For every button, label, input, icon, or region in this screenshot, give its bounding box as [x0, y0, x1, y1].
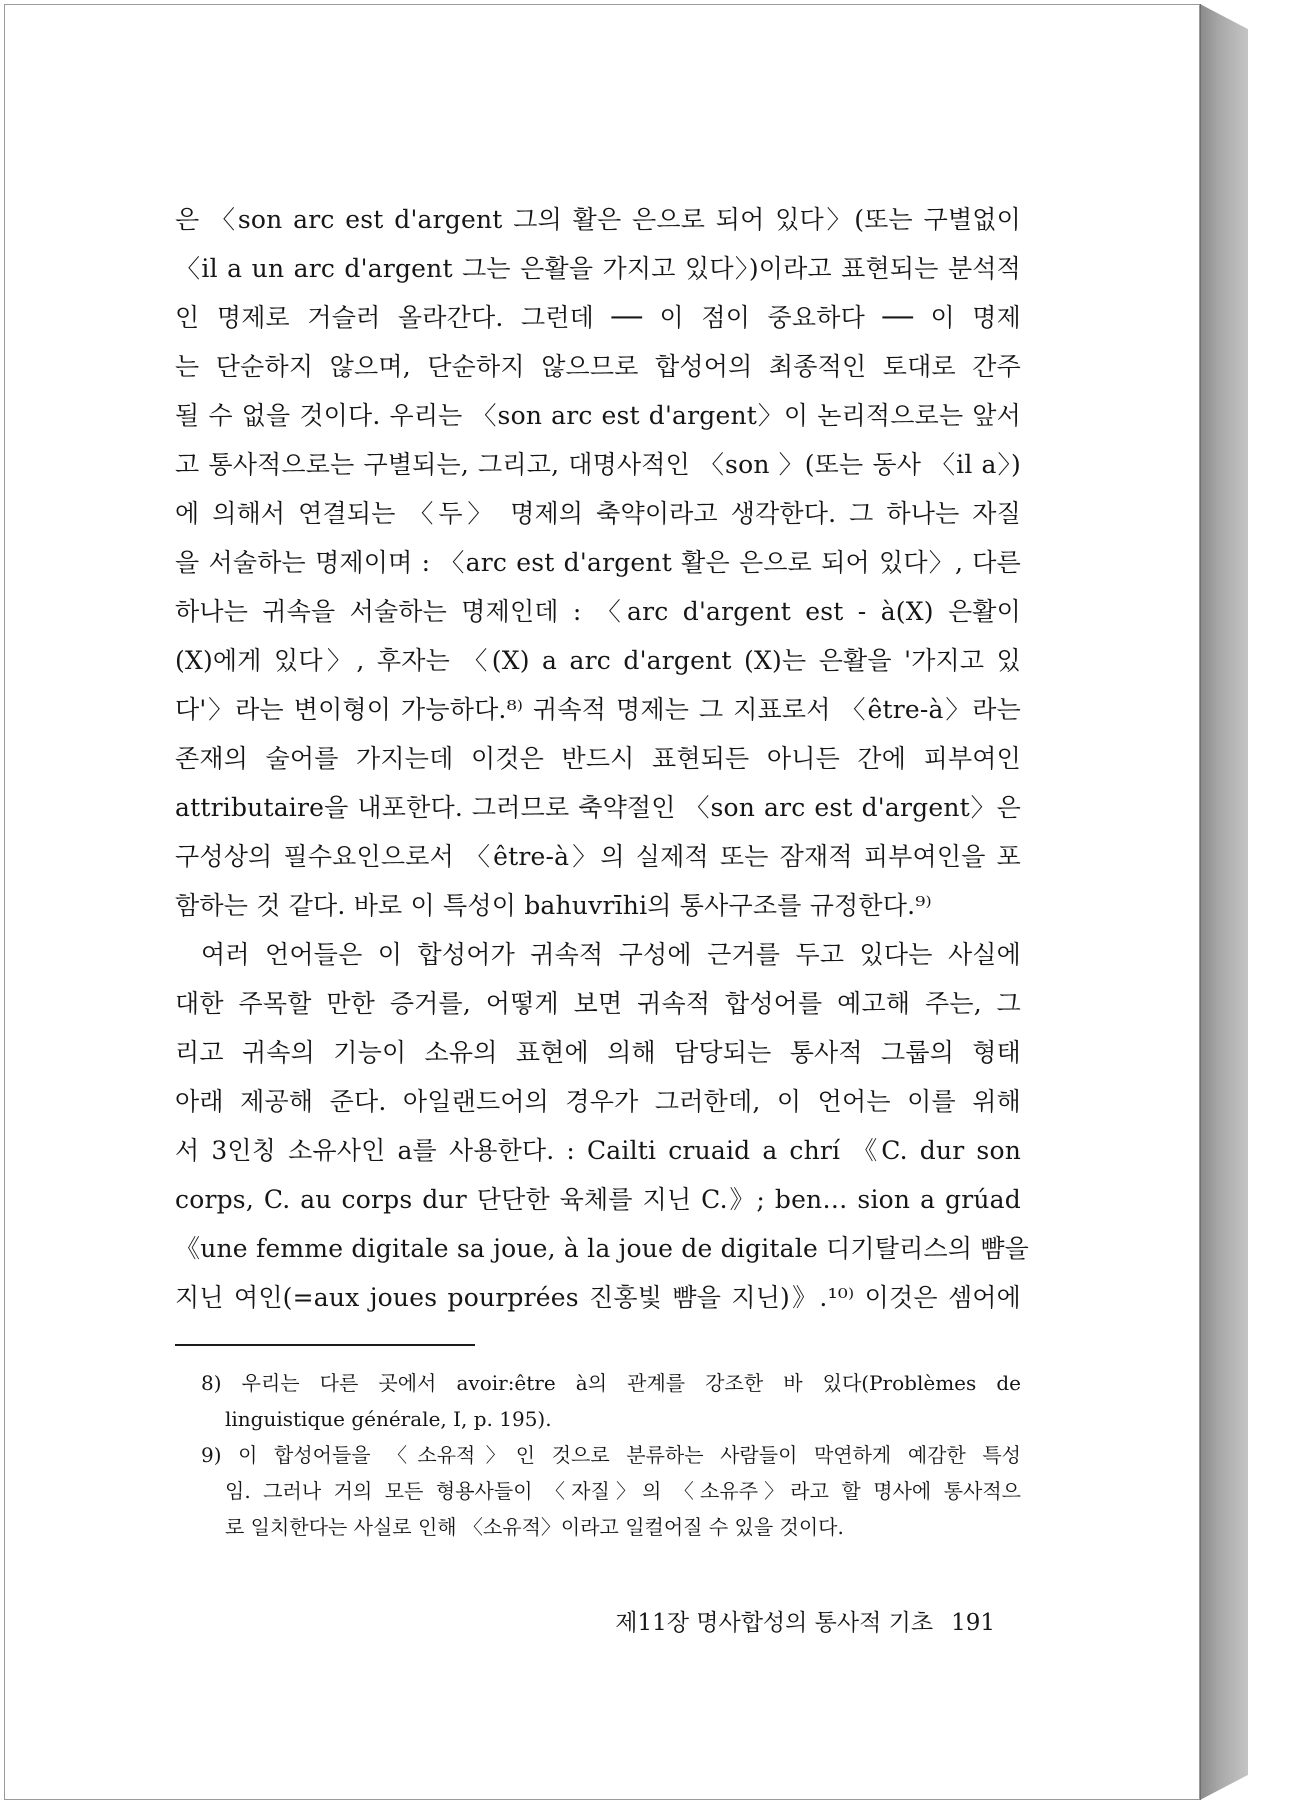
body-text — [175, 195, 1030, 1322]
footnote-line: linguistique générale, I, p. 195). — [225, 1407, 552, 1431]
footnote-8 — [201, 1365, 1021, 1437]
body-line: 존재의 술어를 가지는데 이것은 반드시 표현되든 아니든 간에 피부여인 — [175, 744, 1021, 773]
paragraph-start-line: 여러 언어들은 이 합성어가 귀속적 구성에 근거를 두고 있다는 사실에 — [201, 940, 1021, 969]
running-footer — [545, 1605, 995, 1641]
body-line: 《une femme digitale sa joue, à la joue de digitale 디기탈리스의 뺨을 — [175, 1234, 1030, 1263]
body-line: 인 명제로 거슬러 올라간다. 그런데 ── 이 점이 중요하다 ── 이 명제 — [175, 303, 1021, 332]
body-line: 은 〈son arc est d'argent 그의 활은 은으로 되어 있다〉(또는 구별없이 — [175, 205, 1021, 234]
body-line: corps, C. au corps dur 단단한 육체를 지닌 C.》; ben… sion a grúad — [175, 1185, 1021, 1214]
body-line: 지닌 여인(=aux joues pourprées 진홍빛 뺨을 지닌)》.¹⁰⁾ 이것은 셈어에 — [175, 1283, 1021, 1312]
body-line: 될 수 없을 것이다. 우리는 〈son arc est d'argent〉이 논리적으로는 앞서 — [175, 401, 1021, 430]
body-line: 서 3인칭 소유사인 a를 사용한다. : Cailti cruaid a chrí 《C. dur son — [175, 1136, 1021, 1165]
footnotes — [201, 1365, 1021, 1545]
footnote-line: 8) 우리는 다른 곳에서 avoir:être à의 관계를 강조한 바 있다(Problèmes de — [201, 1371, 1021, 1395]
body-line: 에 의해서 연결되는 〈두〉 명제의 축약이라고 생각한다. 그 하나는 자질 — [175, 499, 1021, 528]
page-stack-shadow — [1200, 4, 1248, 1800]
body-line: attributaire을 내포한다. 그러므로 축약절인 〈son arc est d'argent〉은 — [175, 793, 1021, 822]
body-line: 리고 귀속의 기능이 소유의 표현에 의해 담당되는 통사적 그룹의 형태 — [175, 1038, 1021, 1067]
footnote-line: 임. 그러나 거의 모든 형용사들이 〈자질〉의 〈소유주〉라고 할 명사에 통사적으 — [225, 1479, 1021, 1503]
body-line: 구성상의 필수요인으로서 〈être-à〉의 실제적 또는 잠재적 피부여인을 포 — [175, 842, 1021, 871]
footnote-9 — [201, 1437, 1021, 1545]
body-line: 는 단순하지 않으며, 단순하지 않으므로 합성어의 최종적인 토대로 간주 — [175, 352, 1021, 381]
footnote-line: 로 일치한다는 사실로 인해 〈소유적〉이라고 일컬어질 수 있을 것이다. — [225, 1515, 844, 1539]
footnote-line: 9) 이 합성어들을 〈소유적〉인 것으로 분류하는 사람들이 막연하게 예감한 특성 — [201, 1443, 1021, 1467]
body-line: (X)에게 있다〉, 후자는 〈(X) a arc d'argent (X)는 은활을 '가지고 있 — [175, 646, 1021, 675]
body-line: 〈il a un arc d'argent 그는 은활을 가지고 있다〉)이라고 표현되는 분석적 — [175, 254, 1021, 283]
body-line: 하나는 귀속을 서술하는 명제인데 : 〈arc d'argent est - à(X) 은활이 — [175, 597, 1021, 626]
footnote-separator — [175, 1344, 475, 1346]
body-line: 다'〉라는 변이형이 가능하다.⁸⁾ 귀속적 명제는 그 지표로서 〈être-à〉라는 — [175, 695, 1021, 724]
body-line: 을 서술하는 명제이며 : 〈arc est d'argent 활은 은으로 되어 있다〉, 다른 — [175, 548, 1021, 577]
body-line: 함하는 것 같다. 바로 이 특성이 bahuvrīhi의 통사구조를 규정한다.⁹⁾ — [175, 891, 932, 920]
body-line: 아래 제공해 준다. 아일랜드어의 경우가 그러한데, 이 언어는 이를 위해 — [175, 1087, 1021, 1116]
body-line: 고 통사적으로는 구별되는, 그리고, 대명사적인 〈son 〉(또는 동사 〈il a〉) — [175, 450, 1021, 479]
chapter-title: 제11장 명사합성의 통사적 기초 — [615, 1610, 934, 1636]
page-edge-divider — [1200, 4, 1201, 1800]
body-line: 대한 주목할 만한 증거를, 어떻게 보면 귀속적 합성어를 예고해 주는, 그 — [175, 989, 1021, 1018]
book-page — [4, 4, 1200, 1800]
page-number: 191 — [951, 1610, 995, 1636]
